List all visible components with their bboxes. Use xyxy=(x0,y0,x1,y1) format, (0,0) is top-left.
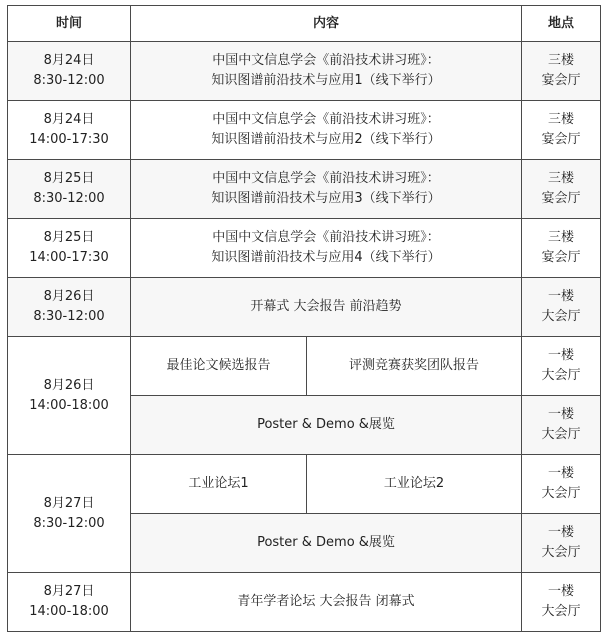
location-cell xyxy=(522,514,601,573)
date-text: 8月24日 xyxy=(43,112,95,127)
time-text: 14:00-18:00 xyxy=(29,397,109,413)
time-cell xyxy=(8,337,131,455)
location-cell xyxy=(522,455,601,514)
content-cell xyxy=(131,455,307,514)
table-row xyxy=(8,160,601,219)
time-cell xyxy=(8,42,131,101)
table-row xyxy=(8,278,601,337)
content-cell xyxy=(307,455,522,514)
location-cell xyxy=(522,573,601,632)
table-row xyxy=(8,337,601,396)
location-cell xyxy=(522,160,601,219)
location-text: 三楼 宴会厅 xyxy=(541,53,581,88)
date-text: 8月25日 xyxy=(43,230,95,245)
location-text: 一楼 大会厅 xyxy=(541,348,581,383)
location-text: 一楼 大会厅 xyxy=(541,407,581,442)
header-content: 内容 xyxy=(131,6,522,42)
content-cell xyxy=(131,101,522,160)
content-text: 青年学者论坛 大会报告 闭幕式 xyxy=(237,594,415,609)
table-row xyxy=(8,42,601,101)
content-text: 中国中文信息学会《前沿技术讲习班》： 知识图谱前沿技术与应用2（线下举行） xyxy=(211,112,441,147)
time-text: 14:00-17:30 xyxy=(29,132,109,147)
content-cell xyxy=(131,573,522,632)
time-cell xyxy=(8,101,131,160)
content-cell xyxy=(131,396,522,455)
location-cell xyxy=(522,337,601,396)
content-text: 工业论坛2 xyxy=(383,476,445,491)
header-time: 时间 xyxy=(8,6,131,42)
time-text: 8:30-12:00 xyxy=(33,515,105,531)
content-text: 评测竞赛获奖团队报告 xyxy=(349,358,480,373)
date-text: 8月27日 xyxy=(43,495,95,511)
time-text: 8:30-12:00 xyxy=(33,73,105,88)
location-cell xyxy=(522,101,601,160)
content-cell xyxy=(131,514,522,573)
location-text: 一楼 大会厅 xyxy=(541,584,581,619)
date-text: 8月26日 xyxy=(43,377,95,393)
content-text: 中国中文信息学会《前沿技术讲习班》： 知识图谱前沿技术与应用1（线下举行） xyxy=(211,53,441,88)
table-row xyxy=(8,219,601,278)
time-cell xyxy=(8,219,131,278)
content-cell xyxy=(131,219,522,278)
header-location: 地点 xyxy=(522,6,601,42)
time-text: 8:30-12:00 xyxy=(33,309,105,324)
location-text: 一楼 大会厅 xyxy=(541,525,581,560)
content-text: 中国中文信息学会《前沿技术讲习班》： 知识图谱前沿技术与应用3（线下举行） xyxy=(211,171,441,206)
time-cell xyxy=(8,573,131,632)
table-row xyxy=(8,573,601,632)
time-cell xyxy=(8,455,131,573)
location-cell xyxy=(522,278,601,337)
location-text: 三楼 宴会厅 xyxy=(541,230,581,265)
content-text: 最佳论文候选报告 xyxy=(166,358,271,373)
location-cell xyxy=(522,219,601,278)
location-text: 三楼 宴会厅 xyxy=(541,171,581,206)
schedule-table xyxy=(7,5,601,632)
table-row xyxy=(8,101,601,160)
time-text: 8:30-12:00 xyxy=(33,191,105,206)
content-cell xyxy=(131,42,522,101)
table-row xyxy=(8,455,601,514)
time-cell xyxy=(8,278,131,337)
content-cell xyxy=(131,337,307,396)
location-text: 一楼 大会厅 xyxy=(541,466,581,501)
location-cell xyxy=(522,396,601,455)
content-text: 工业论坛1 xyxy=(188,476,249,491)
header-row xyxy=(8,6,601,42)
date-text: 8月27日 xyxy=(43,584,95,599)
content-cell xyxy=(131,160,522,219)
time-text: 14:00-17:30 xyxy=(29,250,109,265)
date-text: 8月24日 xyxy=(43,53,95,68)
content-text: 中国中文信息学会《前沿技术讲习班》： 知识图谱前沿技术与应用4（线下举行） xyxy=(211,230,441,265)
location-cell xyxy=(522,42,601,101)
date-text: 8月25日 xyxy=(43,171,95,186)
content-text: Poster & Demo &展览 xyxy=(257,417,395,432)
content-cell xyxy=(307,337,522,396)
date-text: 8月26日 xyxy=(43,289,95,304)
content-text: 开幕式 大会报告 前沿趋势 xyxy=(250,299,402,314)
location-text: 三楼 宴会厅 xyxy=(541,112,581,147)
content-text: Poster & Demo &展览 xyxy=(257,535,395,550)
location-text: 一楼 大会厅 xyxy=(541,289,581,324)
time-cell xyxy=(8,160,131,219)
content-cell xyxy=(131,278,522,337)
time-text: 14:00-18:00 xyxy=(29,604,109,619)
